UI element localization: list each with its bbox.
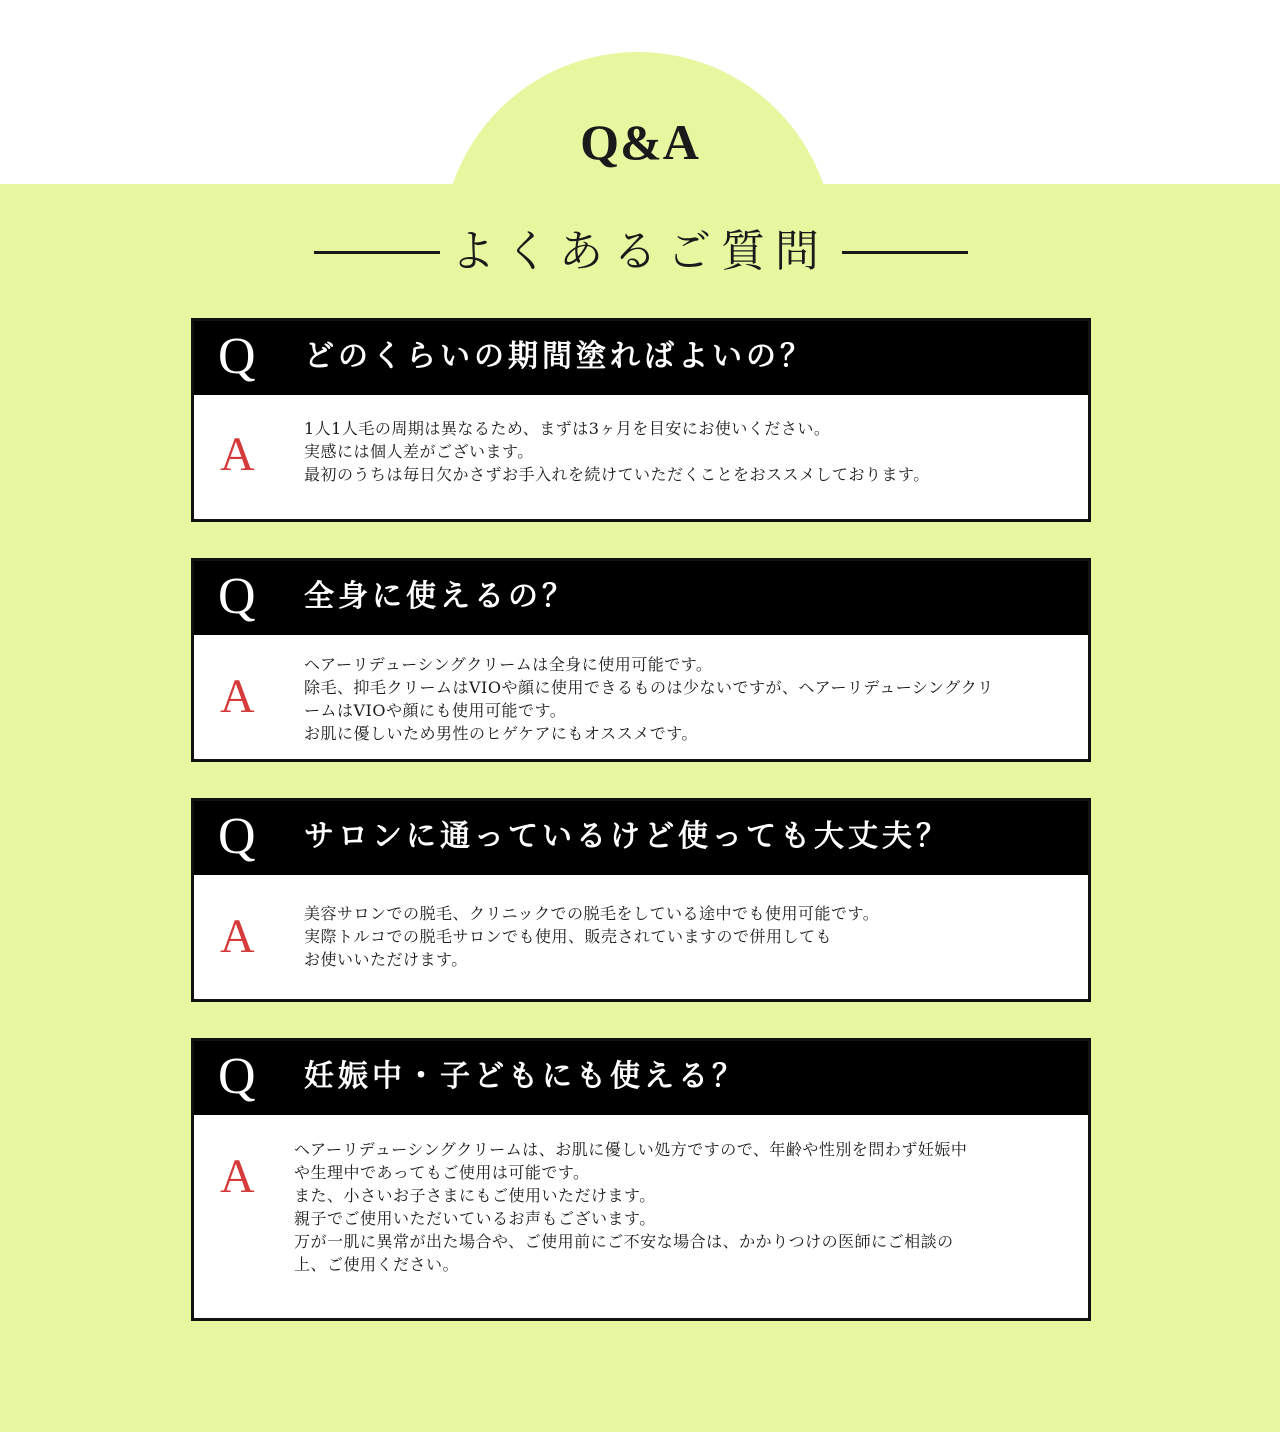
section-heading [0, 222, 1280, 282]
answer-line: 上、ご使用ください。 [294, 1255, 460, 1274]
answer-mark: A [220, 670, 255, 723]
answer-mark: A [220, 1150, 255, 1203]
answer-text [304, 902, 1066, 971]
section-title: Q&A [580, 114, 700, 170]
faq-item [191, 558, 1091, 762]
faq-item [191, 798, 1091, 1002]
answer-mark: A [220, 910, 255, 963]
answer-line: ームはVIOや顔にも使用可能です。 [304, 701, 567, 720]
heading-rule-left [314, 251, 440, 254]
answer-line: ヘアーリデューシングクリームは全身に使用可能です。 [304, 655, 713, 674]
answer-line: 万が一肌に異常が出た場合や、ご使用前にご不安な場合は、かかりつけの医師にご相談の [294, 1232, 954, 1251]
question-mark: Q [218, 808, 256, 865]
question-text: 妊娠中・子どもにも使える？ [304, 1059, 746, 1094]
question-mark: Q [218, 1048, 256, 1105]
answer-line: 美容サロンでの脱毛、クリニックでの脱毛をしている途中でも使用可能です。 [304, 904, 880, 923]
answer-text [304, 417, 1066, 486]
question-mark: Q [218, 328, 256, 385]
question-mark: Q [218, 568, 256, 625]
answer-line: ヘアーリデューシングクリームは、お肌に優しい処方ですので、年齢や性別を問わず妊娠中 [294, 1140, 968, 1159]
heading-rule-right [842, 251, 968, 254]
question-text: どのくらいの期間塗ればよいの？ [304, 339, 814, 374]
question-text: サロンに通っているけど使っても大丈夫？ [304, 819, 950, 854]
answer-line: お使いいただけます。 [304, 950, 468, 969]
answer-line: また、小さいお子さまにもご使用いただけます。 [294, 1186, 656, 1205]
question-bar [194, 321, 1088, 395]
answer-line: 1人1人毛の周期は異なるため、まずは3ヶ月を目安にお使いください。 [304, 419, 831, 438]
answer-line: 実際トルコでの脱毛サロンでも使用、販売されていますので併用しても [304, 927, 833, 946]
answer-line: お肌に優しいため男性のヒゲケアにもオススメです。 [304, 724, 698, 743]
answer-line: や生理中であってもご使用は可能です。 [294, 1163, 590, 1182]
question-bar [194, 1041, 1088, 1115]
faq-item [191, 318, 1091, 522]
question-bar [194, 561, 1088, 635]
faq-item [191, 1038, 1091, 1321]
answer-text [294, 1138, 1066, 1276]
question-bar [194, 801, 1088, 875]
answer-line: 最初のうちは毎日欠かさずお手入れを続けていただくことをおススメしております。 [304, 465, 930, 484]
answer-line: 親子でご使用いただいているお声もございます。 [294, 1209, 656, 1228]
question-text: 全身に使えるの？ [304, 579, 576, 614]
heading-text: よくあるご質問 [451, 226, 829, 277]
answer-line: 実感には個人差がございます。 [304, 442, 534, 461]
answer-line: 除毛、抑毛クリームはVIOや顔に使用できるものは少ないですが、ヘアーリデューシングクリ [304, 678, 994, 697]
answer-mark: A [220, 428, 255, 481]
answer-text [304, 653, 1066, 745]
